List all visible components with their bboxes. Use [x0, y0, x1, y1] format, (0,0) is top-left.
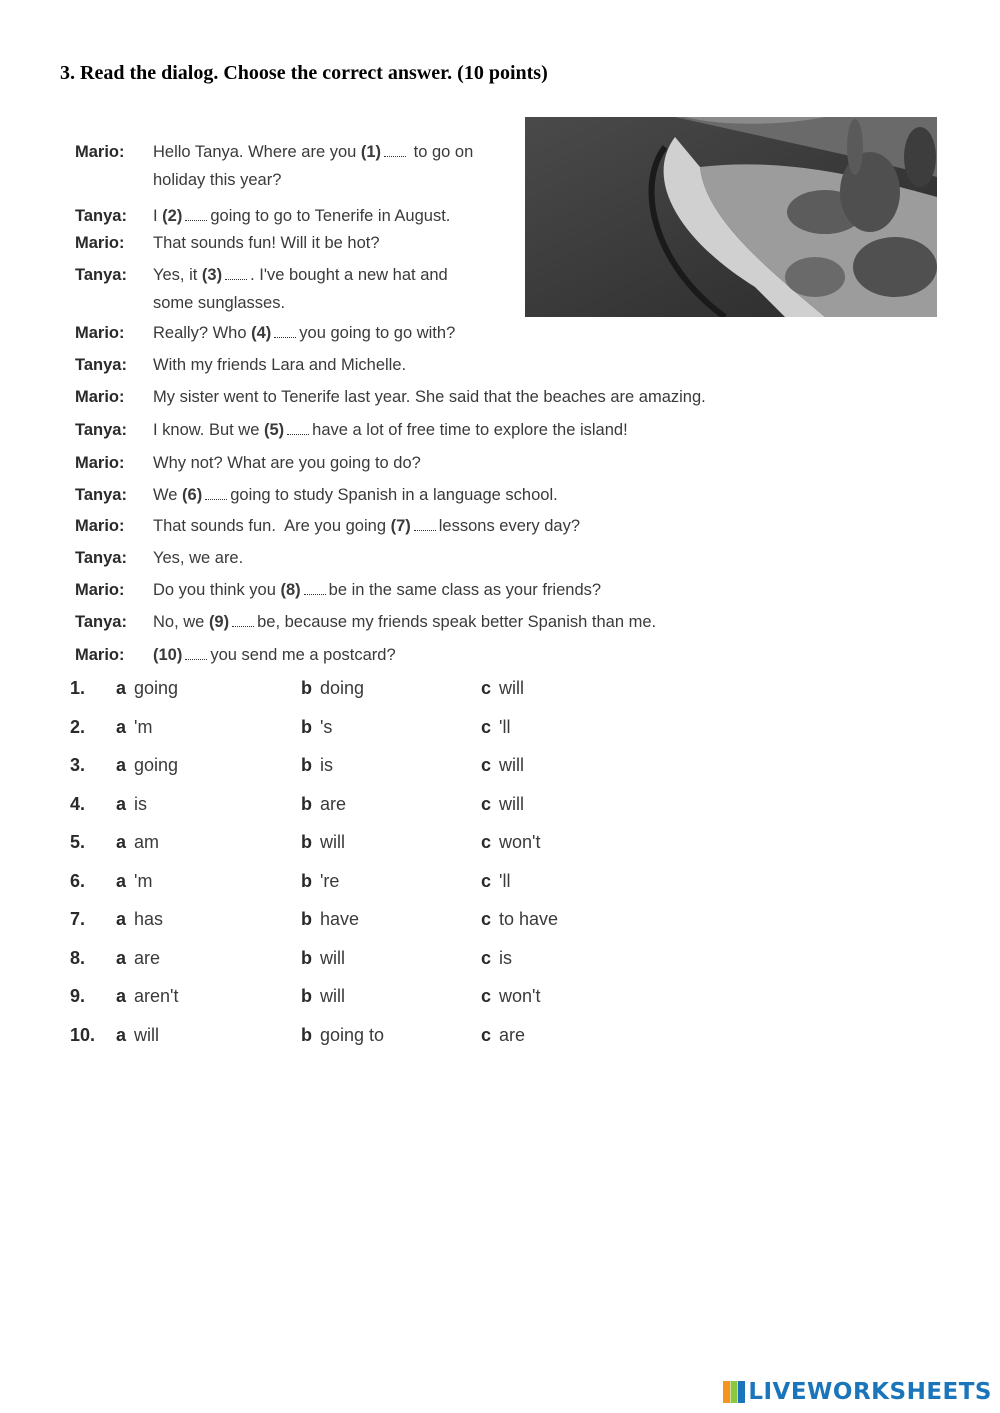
gap-number: (3) [201, 266, 223, 284]
dialog-text-start: Really? Who [153, 324, 252, 342]
dialog-text [153, 138, 473, 166]
option-a[interactable] [116, 789, 147, 819]
beach-photo [525, 117, 937, 317]
gap-number: (2) [162, 207, 183, 225]
option-letter: a [116, 871, 127, 891]
gap-number: (1) [360, 143, 382, 161]
dialog-text [153, 202, 450, 230]
option-text: will [320, 832, 345, 852]
speaker-name: Tanya: [75, 356, 127, 374]
dialog-text-end: be in the same class as your friends? [328, 581, 602, 599]
dialog-text-end: be, because my friends speak better Spanish than me. [257, 613, 657, 631]
dialog-text-end: . I've bought a new hat and [250, 266, 448, 284]
dialog-text [153, 449, 421, 477]
option-c[interactable] [481, 866, 510, 896]
option-b[interactable] [301, 866, 339, 896]
option-text: to have [499, 909, 559, 929]
gap-blank[interactable] [414, 516, 436, 531]
option-text: am [134, 832, 160, 852]
dialog-text-end: going to study Spanish in a language school. [230, 486, 558, 504]
option-letter: b [301, 871, 312, 891]
option-text: is [499, 948, 513, 968]
option-letter: c [481, 678, 492, 698]
option-text: will [320, 948, 345, 968]
speaker-name: Mario: [75, 646, 125, 664]
option-b[interactable] [301, 789, 346, 819]
option-letter: c [481, 832, 492, 852]
dialog-text [153, 481, 558, 509]
option-letter: b [301, 986, 312, 1006]
dialog-text-start: Hello Tanya. Where are you [153, 143, 361, 161]
dialog-text [153, 383, 706, 411]
option-text: 'll [499, 717, 511, 737]
question-row [70, 712, 670, 742]
gap-blank[interactable] [232, 612, 254, 627]
dialog-text-continued: holiday this year? [153, 171, 282, 189]
option-text: has [134, 909, 164, 929]
option-a[interactable] [116, 904, 163, 934]
option-a[interactable] [116, 750, 178, 780]
dialog-text [153, 351, 406, 379]
question-number: 2. [70, 717, 86, 737]
speaker-name: Tanya: [75, 486, 127, 504]
gap-blank[interactable] [185, 645, 207, 660]
dialog-text [153, 229, 380, 257]
option-letter: b [301, 909, 312, 929]
question-row [70, 981, 670, 1011]
dialog-text-start: My sister went to Tenerife last year. She said that the beaches are amazing. [153, 388, 706, 406]
gap-blank[interactable] [225, 265, 247, 280]
option-letter: a [116, 678, 127, 698]
dialog-text [153, 544, 243, 572]
dialog-text [153, 416, 628, 444]
option-text: will [320, 986, 345, 1006]
option-a[interactable] [116, 981, 178, 1011]
dialog-text [153, 576, 601, 604]
gap-number: (10) [153, 646, 183, 664]
dialog-text-end: going to go to Tenerife in August. [210, 207, 451, 225]
gap-number: (8) [280, 581, 301, 599]
dialog-text-start: Yes, it [153, 266, 202, 284]
question-number: 8. [70, 948, 86, 968]
gap-number: (4) [251, 324, 272, 342]
option-letter: a [116, 909, 127, 929]
question-row [70, 866, 670, 896]
option-text: going to [320, 1025, 385, 1045]
option-letter: a [116, 794, 127, 814]
option-b[interactable] [301, 1020, 384, 1050]
option-c[interactable] [481, 1020, 525, 1050]
option-letter: b [301, 832, 312, 852]
option-letter: a [116, 948, 127, 968]
dialog-text-start: I know. But we [153, 421, 264, 439]
question-row [70, 750, 670, 780]
option-text: is [134, 794, 148, 814]
speaker-name: Mario: [75, 454, 125, 472]
dialog-text-end: have a lot of free time to explore the island! [312, 421, 628, 439]
option-text: 'm [134, 871, 153, 891]
option-text: will [134, 1025, 160, 1045]
option-a[interactable] [116, 712, 152, 742]
option-text: 'll [499, 871, 511, 891]
speaker-name: Mario: [75, 388, 125, 406]
dialog-text-start: With my friends Lara and Michelle. [153, 356, 407, 374]
option-letter: c [481, 986, 492, 1006]
option-letter: a [116, 986, 127, 1006]
option-letter: a [116, 832, 127, 852]
option-letter: a [116, 755, 127, 775]
option-b[interactable] [301, 943, 345, 973]
option-b[interactable] [301, 827, 345, 857]
speaker-name: Mario: [75, 517, 125, 535]
question-number: 6. [70, 871, 86, 891]
speaker-name: Mario: [75, 143, 125, 161]
option-letter: c [481, 717, 492, 737]
speaker-name: Mario: [75, 324, 125, 342]
option-b[interactable] [301, 712, 332, 742]
speaker-name: Tanya: [75, 421, 127, 439]
dialog-text [153, 641, 396, 669]
option-text: will [499, 755, 525, 775]
option-text: going [134, 678, 179, 698]
dialog-text-end: to go on [409, 143, 474, 161]
dialog-text [153, 319, 455, 347]
option-text: won't [499, 986, 541, 1006]
option-b[interactable] [301, 904, 359, 934]
gap-number: (9) [208, 613, 230, 631]
question-row [70, 943, 670, 973]
option-letter: c [481, 909, 492, 929]
dialog-text-start: No, we [153, 613, 209, 631]
speaker-name: Tanya: [75, 549, 127, 567]
coastline-image [525, 117, 937, 317]
speaker-name: Mario: [75, 581, 125, 599]
option-letter: b [301, 948, 312, 968]
question-row [70, 827, 670, 857]
exercise-heading: 3. Read the dialog. Choose the correct answer. (10 points) [60, 62, 548, 84]
dialog-text-continued: some sunglasses. [153, 294, 286, 312]
option-a[interactable] [116, 673, 178, 703]
option-letter: b [301, 717, 312, 737]
option-text: have [320, 909, 360, 929]
option-letter: b [301, 1025, 312, 1045]
question-row [70, 904, 670, 934]
question-number: 1. [70, 678, 86, 698]
option-text: won't [499, 832, 541, 852]
option-c[interactable] [481, 981, 540, 1011]
speaker-name: Tanya: [75, 207, 127, 225]
option-text: 'm [134, 717, 153, 737]
gap-blank[interactable] [274, 323, 296, 338]
option-c[interactable] [481, 750, 524, 780]
dialog-text-start: We [153, 486, 183, 504]
option-letter: b [301, 755, 312, 775]
dialog-text-start: I [153, 207, 163, 225]
dialog-text-end: you send me a postcard? [210, 646, 396, 664]
speaker-name: Tanya: [75, 266, 127, 284]
option-text: will [499, 678, 525, 698]
option-text: going [134, 755, 179, 775]
dialog-text-start: That sounds fun. Are you going [153, 517, 391, 535]
option-letter: a [116, 717, 127, 737]
question-number: 9. [70, 986, 86, 1006]
option-letter: c [481, 755, 492, 775]
question-number: 4. [70, 794, 86, 814]
option-a[interactable] [116, 827, 159, 857]
option-letter: b [301, 678, 312, 698]
gap-number: (5) [263, 421, 285, 439]
option-c[interactable] [481, 712, 510, 742]
gap-blank[interactable] [384, 142, 406, 157]
gap-blank[interactable] [185, 206, 207, 221]
option-text: are [320, 794, 347, 814]
question-number: 7. [70, 909, 86, 929]
question-row [70, 673, 670, 703]
dialog-text-start: Do you think you [153, 581, 281, 599]
gap-number: (6) [182, 486, 203, 504]
option-letter: a [116, 1025, 127, 1045]
option-text: aren't [134, 986, 179, 1006]
dialog-text [153, 261, 448, 289]
dialog-text-start: That sounds fun! Will it be hot? [153, 234, 380, 252]
question-number: 3. [70, 755, 86, 775]
speaker-name: Tanya: [75, 613, 127, 631]
dialog-text [153, 512, 580, 540]
question-number: 10. [70, 1025, 96, 1045]
dialog-text-start: Why not? What are you going to do? [153, 454, 421, 472]
option-letter: c [481, 1025, 492, 1045]
option-a[interactable] [116, 943, 160, 973]
option-c[interactable] [481, 827, 540, 857]
gap-blank[interactable] [287, 420, 309, 435]
question-row [70, 789, 670, 819]
option-b[interactable] [301, 750, 333, 780]
gap-blank[interactable] [205, 485, 227, 500]
dialog-text [153, 608, 656, 636]
option-text: are [134, 948, 161, 968]
option-letter: c [481, 794, 492, 814]
option-c[interactable] [481, 943, 512, 973]
question-number: 5. [70, 832, 86, 852]
option-text: are [499, 1025, 526, 1045]
question-row [70, 1020, 670, 1050]
option-text: is [320, 755, 333, 775]
gap-number: (7) [390, 517, 411, 535]
gap-blank[interactable] [304, 580, 326, 595]
dialog-text-start: Yes, we are. [153, 549, 244, 567]
option-text: will [499, 794, 525, 814]
speaker-name: Mario: [75, 234, 125, 252]
option-c[interactable] [481, 904, 558, 934]
option-text: doing [320, 678, 365, 698]
option-b[interactable] [301, 673, 364, 703]
option-c[interactable] [481, 673, 524, 703]
option-text: 's [320, 717, 333, 737]
dialog-text-end: you going to go with? [299, 324, 456, 342]
liveworksheets-logo [723, 1377, 992, 1407]
liveworksheets-brand: LIVEWORKSHEETS [748, 1379, 992, 1405]
option-letter: b [301, 794, 312, 814]
option-b[interactable] [301, 981, 345, 1011]
option-letter: c [481, 948, 492, 968]
option-a[interactable] [116, 1020, 159, 1050]
option-text: 're [320, 871, 340, 891]
liveworksheets-badge-icon [723, 1381, 745, 1403]
option-c[interactable] [481, 789, 524, 819]
option-a[interactable] [116, 866, 152, 896]
option-letter: c [481, 871, 492, 891]
dialog-text-end: lessons every day? [438, 517, 580, 535]
